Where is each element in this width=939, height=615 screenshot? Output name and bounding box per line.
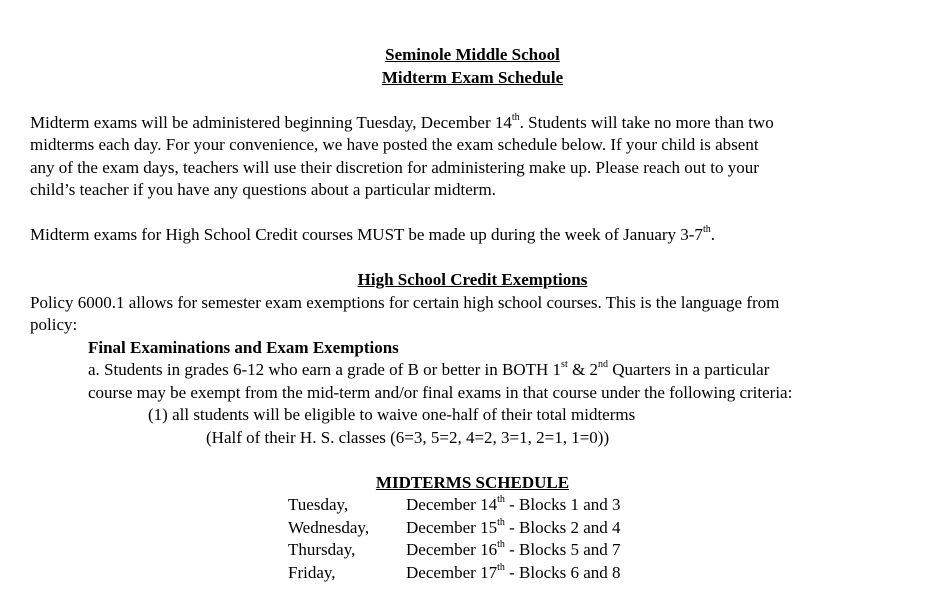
intro-line-4: child’s teacher if you have any questions about a particular midterm. bbox=[30, 180, 496, 199]
schedule-detail: December 16th - Blocks 5 and 7 bbox=[406, 539, 621, 559]
schedule-day: Friday, bbox=[288, 562, 336, 582]
schedule-heading: MIDTERMS SCHEDULE bbox=[375, 472, 570, 492]
school-name: Seminole Middle School bbox=[385, 45, 560, 64]
policy-line-2: policy: bbox=[30, 315, 78, 334]
schedule-day: Wednesday, bbox=[288, 517, 370, 537]
intro-line-3: any of the exam days, teachers will use their discretion for administering make up. Please reach out to your bbox=[30, 157, 759, 177]
exemptions-heading: High School Credit Exemptions bbox=[357, 270, 588, 289]
intro-line-2: midterms each day. For your convenience, we have posted the exam schedule below. If your child is absent bbox=[30, 135, 759, 154]
intro-line-1: Midterm exams will be administered beginning Tuesday, December 14th. Students will take no more than two bbox=[30, 111, 774, 132]
schedule-row bbox=[288, 562, 915, 585]
exemptions-subheading: Final Examinations and Exam Exemptions bbox=[88, 337, 399, 357]
document-page bbox=[30, 44, 915, 584]
criteria-1-detail: (Half of their H. S. classes (6=3, 5=2, 4=2, 3=1, 2=1, 1=0)) bbox=[206, 427, 610, 447]
schedule-row bbox=[288, 517, 915, 540]
schedule-detail: December 15th - Blocks 2 and 4 bbox=[406, 516, 621, 537]
intro-paragraph bbox=[30, 112, 915, 202]
document-title: Midterm Exam Schedule bbox=[381, 67, 564, 87]
schedule-day: Tuesday, bbox=[288, 495, 349, 514]
schedule-table bbox=[288, 494, 915, 584]
criteria-1: (1) all students will be eligible to waive one-half of their total midterms bbox=[148, 405, 636, 424]
criteria-a-line-2: course may be exempt from the mid-term and/or final exams in that course under the following criteria: bbox=[88, 382, 793, 402]
schedule-detail: December 14th - Blocks 1 and 3 bbox=[406, 494, 621, 514]
criteria-a-line-1: a. Students in grades 6-12 who earn a grade of B or better in BOTH 1st & 2nd Quarters in a particular bbox=[88, 359, 770, 379]
hs-makeup-paragraph: Midterm exams for High School Credit courses MUST be made up during the week of January 3-7th. bbox=[30, 224, 715, 244]
schedule-detail: December 17th - Blocks 6 and 8 bbox=[406, 561, 621, 582]
schedule-row bbox=[288, 539, 915, 562]
schedule-day: Thursday, bbox=[288, 540, 356, 559]
schedule-row bbox=[288, 494, 915, 517]
policy-line-1: Policy 6000.1 allows for semester exam exemptions for certain high school courses. This is the language from bbox=[30, 292, 780, 312]
